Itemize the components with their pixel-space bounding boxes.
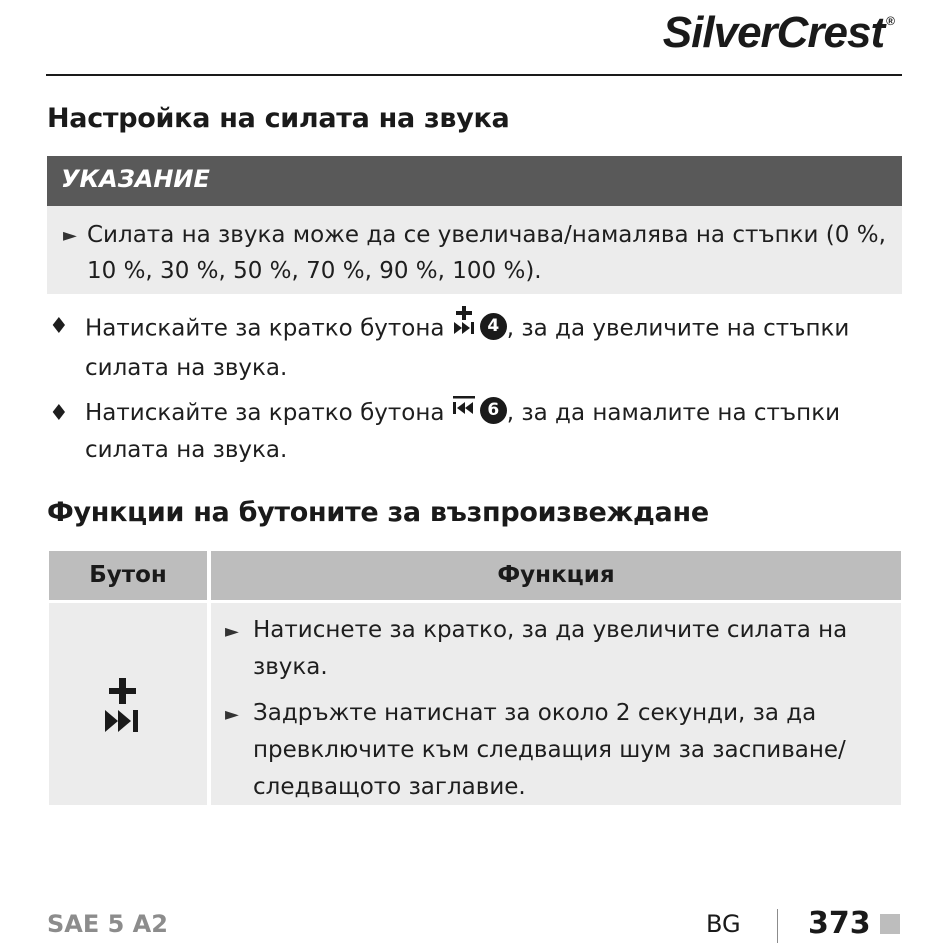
plus-next-icon	[452, 305, 476, 347]
table-header-function: Функция	[211, 551, 901, 600]
function-item	[225, 695, 885, 806]
table-cell-function	[211, 603, 901, 805]
bullet-text: Натискайте за кратко бутона	[85, 400, 445, 426]
bullet-text-end: , за да увеличите на стъпки силата на звука.	[85, 315, 850, 381]
footer-language: BG	[706, 910, 741, 938]
arrow-bullet-icon: ►	[63, 225, 77, 246]
note-header: УКАЗАНИЕ	[47, 156, 902, 206]
diamond-bullet-icon: ♦	[49, 401, 69, 426]
table-header-button: Бутон	[49, 551, 207, 600]
diamond-bullet-icon: ♦	[49, 314, 69, 339]
header-rule	[46, 74, 902, 76]
previous-icon	[452, 392, 476, 429]
table-cell-button	[49, 603, 207, 805]
volume-section-title: Настройка на силата на звука	[47, 103, 510, 134]
footer-model: SAE 5 A2	[47, 910, 168, 938]
function-item	[225, 612, 885, 686]
brand-logo	[663, 8, 894, 58]
note-text: Силата на звука може да се увеличава/намалява на стъпки (0 %, 10 %, 30 %, 50 %, 70 %, 90 %, 100 %).	[87, 222, 886, 284]
arrow-bullet-icon: ►	[225, 704, 239, 725]
plus-next-icon	[102, 676, 144, 738]
bullet-text: Натискайте за кратко бутона	[85, 315, 445, 342]
buttons-section-title: Функции на бутоните за възпроизвеждане	[47, 497, 709, 528]
bullet-text-end: , за да намалите на стъпки силата на звука.	[85, 400, 841, 463]
page-number: 373	[808, 906, 871, 941]
footer-square-mark	[880, 914, 900, 934]
footer-divider	[777, 909, 778, 943]
registered-mark: ®	[886, 14, 894, 28]
bullet-volume-down	[47, 395, 907, 469]
bullet-volume-up	[47, 308, 907, 387]
function-item-text: Натиснете за кратко, за да увеличите силата на звука.	[253, 617, 848, 680]
function-item-text: Задръжте натиснат за около 2 секунди, за да превключите към следващия шум за заспиване/следващото заглавие.	[253, 700, 846, 800]
reference-number-4: 4	[480, 313, 507, 340]
reference-number-6: 6	[480, 397, 507, 424]
brand-name: SilverCrest	[662, 8, 885, 57]
note-body	[47, 206, 902, 294]
arrow-bullet-icon: ►	[225, 621, 239, 642]
